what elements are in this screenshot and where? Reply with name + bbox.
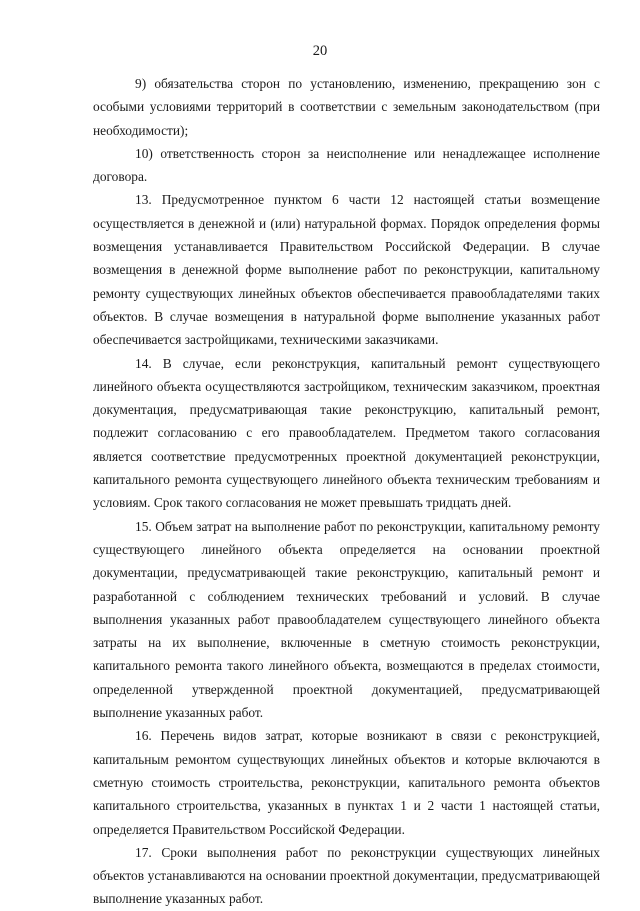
paragraph-13: 13. Предусмотренное пунктом 6 части 12 настоящей статьи возмещение осуществляется в денежной и (или) натуральной формах. Порядок определения формы возмещения устанавливается Правительством Российской Федерации. В случае возмещения в денежной форме выполнение работ по реконструкции, капитальному ремонту существующих линейных объектов обеспечивается правообладателями таких объектов. В случае возмещения в натуральной форме выполнение указанных работ обеспечивается застройщиками, техническими заказчиками. (93, 192, 600, 348)
paragraph-14: 14. В случае, если реконструкция, капитальный ремонт существующего линейного объекта осуществляются застройщиком, техническим заказчиком, проектная документация, предусматривающая такие реконструкцию, капитальный ремонт, подлежит согласованию с его правообладателем. Предметом такого согласования является соответствие предусмотренных проектной документацией реконструкции, капитального ремонта существующего линейного объекта техническим требованиям и условиям. Срок такого согласования не может превышать тридцать дней. (93, 355, 600, 511)
paragraph-17: 17. Сроки выполнения работ по реконструкции существующих линейных объектов устанавливаются на основании проектной документации, предусматривающей выполнение указанных работ. (93, 844, 600, 907)
paragraph-15: 15. Объем затрат на выполнение работ по реконструкции, капитальному ремонту существующего линейного объекта определяется на основании проектной документации, предусматривающей такие реконструкцию, капитальный ремонт и разработанной с соблюдением технических требований и условий. В случае выполнения указанных работ правообладателем существующего линейного объекта затраты на их выполнение, включенные в сметную стоимость реконструкции, капитального ремонта такого линейного объекта, возмещаются в пределах стоимости, определенной утвержденной проектной документацией, предусматривающей выполнение указанных работ. (93, 518, 600, 721)
paragraph-item-10: 10) ответственность сторон за неисполнение или ненадлежащее исполнение договора. (93, 145, 600, 185)
page-number: 20 (312, 43, 328, 59)
paragraph-16: 16. Перечень видов затрат, которые возникают в связи с реконструкцией, капитальным ремонтом существующих линейных объектов и которые включаются в сметную стоимость строительства, реконструкции, капитального ремонта объектов капитального строительства, указанных в пунктах 1 и 2 части 1 настоящей статьи, определяется Правительством Российской Федерации. (93, 728, 600, 837)
paragraph-item-9: 9) обязательства сторон по установлению, изменению, прекращению зон с особыми условиями территорий в соответствии с земельным законодательством (при необходимости); (93, 76, 600, 138)
document-body (93, 72, 600, 911)
